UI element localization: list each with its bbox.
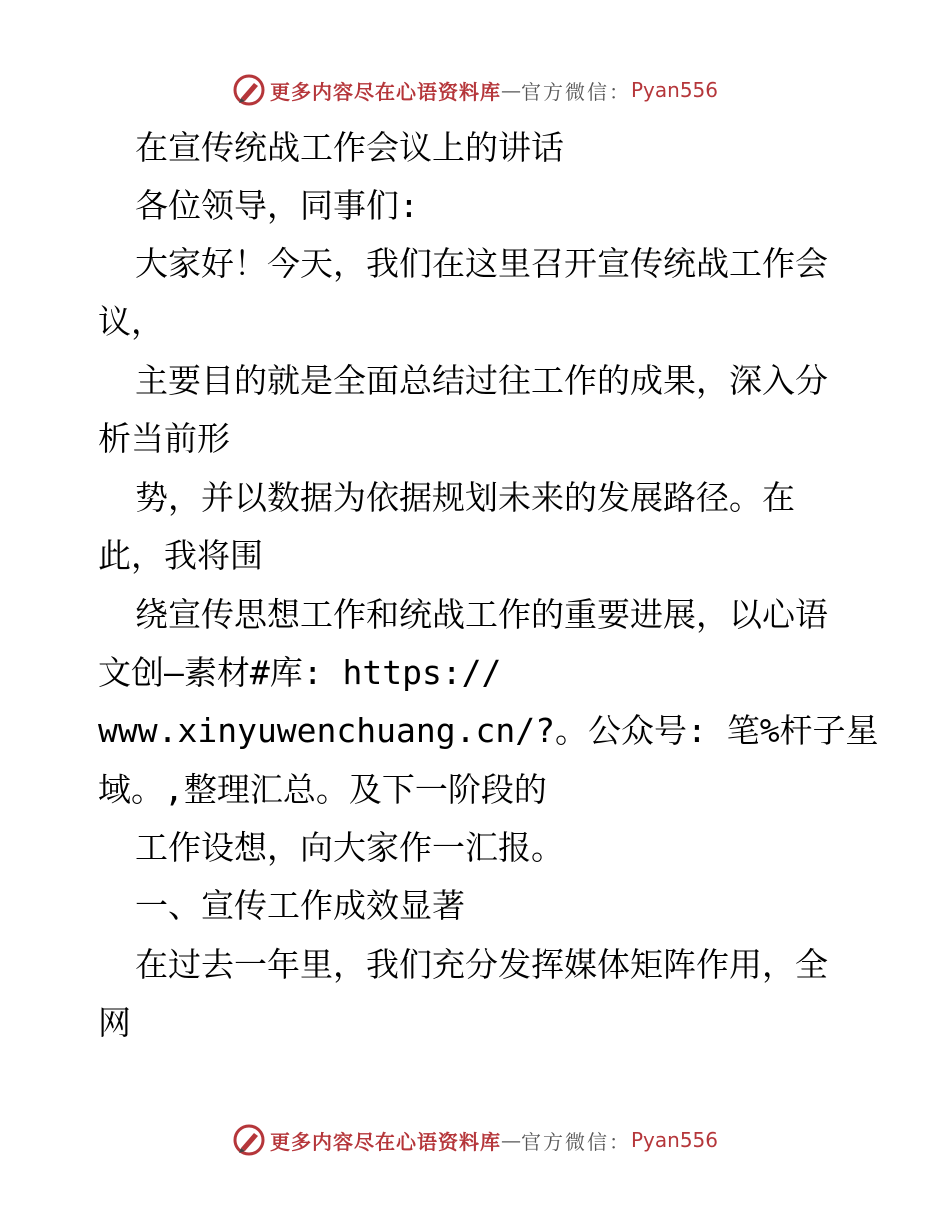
banner-wechat-label: 官方微信： bbox=[520, 79, 631, 104]
document-title: 在宣传统战工作会议上的讲话 bbox=[135, 128, 564, 167]
banner-brand-text: 更多内容尽在心语资料库 bbox=[269, 1129, 501, 1154]
text-line: 工作设想，向大家作一汇报。 bbox=[135, 828, 564, 867]
banner-wechat-label: 官方微信： bbox=[520, 1129, 631, 1154]
banner-wechat-id: Pyan556 bbox=[630, 78, 718, 102]
text-line: 域。,整理汇总。及下一阶段的 bbox=[98, 770, 547, 809]
banner-brand-text: 更多内容尽在心语资料库 bbox=[269, 79, 501, 104]
text-line: www.xinyuwenchuang.cn/?。公众号: 笔%杆子星 bbox=[98, 711, 879, 750]
pen-logo-icon bbox=[232, 1123, 266, 1157]
text-line: 网 bbox=[98, 1003, 131, 1042]
text-line: 各位领导，同事们: bbox=[135, 186, 419, 225]
header-watermark-banner bbox=[0, 70, 950, 110]
text-line: 势，并以数据为依据规划未来的发展路径。在 bbox=[135, 478, 795, 517]
text-line: 绕宣传思想工作和统战工作的重要进展，以心语 bbox=[135, 595, 828, 634]
banner-wechat-id: Pyan556 bbox=[630, 1128, 718, 1152]
section-heading: 一、宣传工作成效显著 bbox=[135, 886, 465, 925]
text-line: 主要目的就是全面总结过往工作的成果，深入分 bbox=[135, 361, 828, 400]
text-line: 文创—素材#库: https:// bbox=[98, 653, 502, 692]
banner-dash: — bbox=[500, 1128, 521, 1152]
pen-logo-icon bbox=[232, 73, 266, 107]
banner-dash: — bbox=[500, 78, 521, 102]
text-line: 析当前形 bbox=[98, 419, 230, 458]
text-line: 大家好！今天，我们在这里召开宣传统战工作会 bbox=[135, 244, 828, 283]
text-line: 在过去一年里，我们充分发挥媒体矩阵作用，全 bbox=[135, 945, 828, 984]
text-line: 此，我将围 bbox=[98, 536, 263, 575]
text-line: 议， bbox=[98, 302, 164, 341]
footer-watermark-banner bbox=[0, 1120, 950, 1160]
